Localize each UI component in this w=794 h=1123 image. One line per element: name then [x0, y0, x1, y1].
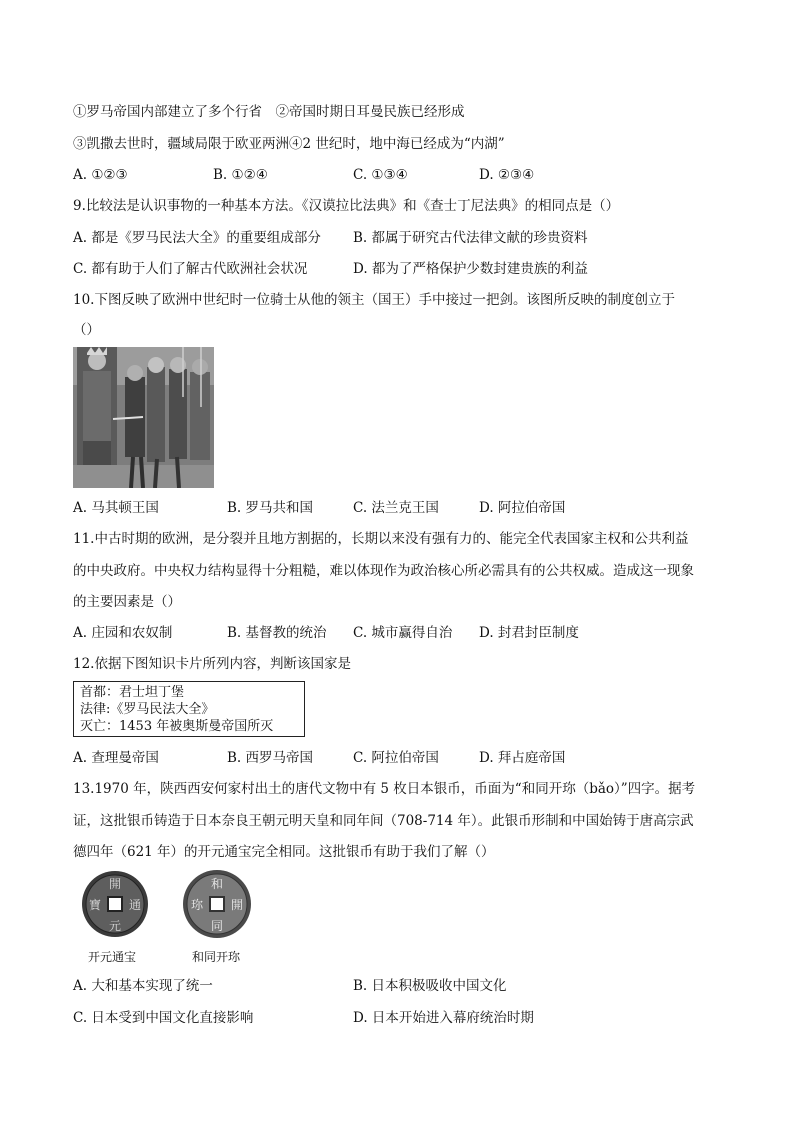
q11-option-b[interactable]: B. 基督教的统治 [227, 625, 327, 641]
q9-option-c[interactable]: C. 都有助于人们了解古代欧洲社会状况 [73, 261, 308, 277]
q9-option-a[interactable]: A. 都是《罗马民法大全》的重要组成部分 [73, 230, 321, 246]
q8-option-c[interactable]: C. ①③④ [353, 167, 408, 183]
coin-caption-kaiyuan: 开元通宝 [88, 950, 137, 964]
q12-option-c[interactable]: C. 阿拉伯帝国 [353, 750, 439, 766]
q10-option-d[interactable]: D. 阿拉伯帝国 [479, 500, 566, 516]
knowledge-card [73, 681, 305, 737]
q11-option-d[interactable]: D. 封君封臣制度 [479, 625, 579, 641]
q12-option-d[interactable]: D. 拜占庭帝国 [479, 750, 566, 766]
coin1-char-left: 寶 [88, 898, 102, 912]
coins-image [80, 868, 260, 940]
q10-option-a[interactable]: A. 马其顿王国 [73, 500, 159, 516]
q8-option-a[interactable]: A. ①②③ [73, 167, 128, 183]
q10-option-b[interactable]: B. 罗马共和国 [227, 500, 314, 516]
q11-stem-2: 的中央政府。中央权力结构显得十分粗糙，难以体现作为政治核心所必需具有的公共权威。造成这一现象 [73, 563, 694, 579]
coin2-char-right: 開 [230, 898, 244, 912]
coin1-char-right: 通 [128, 898, 142, 912]
card-capital: 首都：君士坦丁堡 [80, 685, 185, 700]
q13-stem-3: 德四年（621 年）的开元通宝完全相同。这批银币有助于我们了解（） [73, 844, 495, 860]
coin2-char-left: 珎 [190, 898, 204, 912]
q8-option-d[interactable]: D. ②③④ [479, 167, 535, 183]
card-fall: 灭亡：1453 年被奥斯曼帝国所灭 [80, 719, 274, 734]
wado-kaichin-coin [183, 870, 251, 938]
q10-option-c[interactable]: C. 法兰克王国 [353, 500, 439, 516]
q12-option-a[interactable]: A. 查理曼帝国 [73, 750, 159, 766]
q10-stem-1: 10.下图反映了欧洲中世纪时一位骑士从他的领主（国王）手中接过一把剑。该图所反映的制度创立于 [73, 292, 675, 308]
q13-stem-1: 13.1970 年，陕西西安何家村出土的唐代文物中有 5 枚日本银币，币面为“和同开珎（bǎo）”四字。据考 [73, 781, 696, 797]
q13-option-d[interactable]: D. 日本开始进入幕府统治时期 [353, 1010, 534, 1026]
q9-option-b[interactable]: B. 都属于研究古代法律文献的珍贵资料 [353, 230, 588, 246]
q10-stem-2: （） [73, 322, 100, 338]
q13-stem-2: 证，这批银币铸造于日本奈良王朝元明天皇和同年间（708-714 年）。此银币形制和中国始铸于唐高宗武 [73, 813, 694, 829]
coin1-char-bottom: 元 [108, 919, 122, 933]
coin2-char-bottom: 同 [210, 919, 224, 933]
q9-option-d[interactable]: D. 都为了严格保护少数封建贵族的利益 [353, 261, 588, 277]
q12-option-b[interactable]: B. 西罗马帝国 [227, 750, 314, 766]
q8-option-b[interactable]: B. ①②④ [213, 167, 268, 183]
coin1-char-top: 開 [108, 877, 122, 891]
q12-stem: 12.依据下图知识卡片所列内容，判断该国家是 [73, 656, 351, 672]
q11-option-a[interactable]: A. 庄园和农奴制 [73, 625, 173, 641]
kaiyuan-tongbao-coin [82, 871, 148, 937]
q11-stem-3: 的主要因素是（） [73, 594, 181, 610]
coin2-char-top: 和 [210, 877, 224, 891]
knight-investiture-image [73, 347, 214, 488]
q11-stem-1: 11.中古时期的欧洲，是分裂并且地方割据的，长期以来没有强有力的、能完全代表国家主权和公共利益 [73, 531, 689, 547]
coin-caption-wado: 和同开珎 [192, 950, 241, 964]
q8-statement-2: ③凯撒去世时，疆域局限于欧亚两洲④2 世纪时，地中海已经成为“内湖” [73, 136, 505, 152]
q13-option-a[interactable]: A. 大和基本实现了统一 [73, 978, 213, 994]
q11-option-c[interactable]: C. 城市赢得自治 [353, 625, 453, 641]
q8-statement-1: ①罗马帝国内部建立了多个行省 ②帝国时期日耳曼民族已经形成 [73, 104, 465, 120]
q13-option-b[interactable]: B. 日本积极吸收中国文化 [353, 978, 507, 994]
q9-stem: 9.比较法是认识事物的一种基本方法。《汉谟拉比法典》和《查士丁尼法典》的相同点是（） [73, 198, 620, 214]
q13-option-c[interactable]: C. 日本受到中国文化直接影响 [73, 1010, 254, 1026]
card-law: 法律:《罗马民法大全》 [80, 702, 215, 717]
